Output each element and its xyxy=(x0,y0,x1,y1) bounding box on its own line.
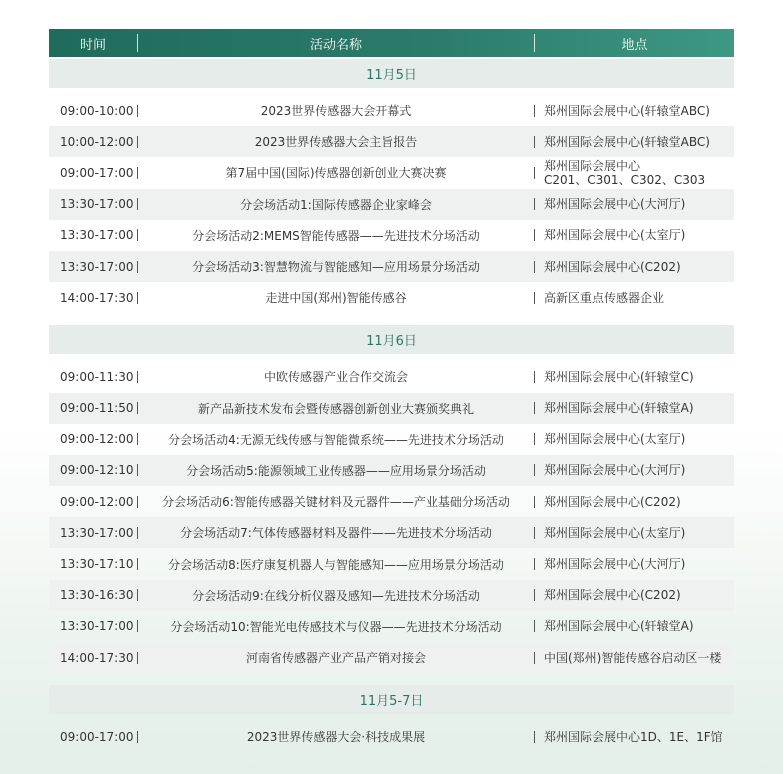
row-time: 09:00-17:00 xyxy=(60,165,134,180)
schedule-row xyxy=(49,251,734,282)
row-location xyxy=(535,197,734,211)
row-activity-name: 河南省传感器产业产品产销对接会 xyxy=(245,651,426,666)
row-activity-name: 2023世界传感器大会主旨报告 xyxy=(254,135,418,150)
row-activity-name: 中欧传感器产业合作交流会 xyxy=(263,370,408,385)
schedule-row xyxy=(49,486,734,517)
header-location: 地点 xyxy=(621,37,648,53)
row-location xyxy=(535,526,734,540)
row-location-line: 郑州国际会展中心(大河厅) xyxy=(544,463,686,478)
row-location xyxy=(535,228,734,242)
row-time: 14:00-17:30 xyxy=(60,290,134,305)
row-location xyxy=(535,495,734,509)
row-time: 13:30-16:30 xyxy=(60,588,134,603)
row-time: 13:30-17:00 xyxy=(60,197,134,212)
row-time: 09:00-10:00 xyxy=(60,103,134,118)
row-location-line: 郑州国际会展中心(太室厅) xyxy=(544,432,686,447)
header-time: 时间 xyxy=(79,37,106,53)
row-location-line: 郑州国际会展中心(大河厅) xyxy=(544,197,686,212)
row-location-line: 郑州国际会展中心(轩辕堂ABC) xyxy=(544,103,710,118)
row-activity-name: 分会场活动9:在线分析仪器及感知—先进技术分场活动 xyxy=(192,588,480,603)
row-location xyxy=(535,619,734,633)
row-time: 09:00-11:30 xyxy=(60,369,134,384)
row-location-line: 郑州国际会展中心(C202) xyxy=(544,494,681,509)
row-activity-name: 分会场活动4:无源无线传感与智能微系统——先进技术分场活动 xyxy=(168,432,504,447)
row-location xyxy=(535,730,734,744)
schedule-row xyxy=(49,611,734,642)
row-time: 09:00-12:00 xyxy=(60,494,134,509)
row-time: 09:00-11:50 xyxy=(60,401,134,416)
row-time: 09:00-12:00 xyxy=(60,432,134,447)
row-activity-name: 2023世界传感器大会开幕式 xyxy=(260,104,412,119)
schedule-row xyxy=(49,721,734,752)
row-time: 10:00-12:00 xyxy=(60,134,134,149)
row-location-line: 郑州国际会展中心(太室厅) xyxy=(544,228,686,243)
row-location xyxy=(535,588,734,602)
row-time: 13:30-17:00 xyxy=(60,228,134,243)
header-activity-name: 活动名称 xyxy=(309,37,362,53)
row-location xyxy=(535,159,734,187)
row-activity-name: 分会场活动5:能源领域工业传感器——应用场景分场活动 xyxy=(186,463,486,478)
schedule-row xyxy=(49,455,734,486)
schedule-row xyxy=(49,282,734,313)
row-activity-name: 第7届中国(国际)传感器创新创业大赛决赛 xyxy=(225,166,447,181)
date-band: 11月6日 xyxy=(49,325,734,354)
schedule-row xyxy=(49,157,734,188)
row-activity-name: 分会场活动1:国际传感器企业家峰会 xyxy=(240,197,432,212)
row-time: 09:00-17:00 xyxy=(60,729,134,744)
row-time: 09:00-12:10 xyxy=(60,463,134,478)
row-activity-name: 分会场活动6:智能传感器关键材料及元器件——产业基础分场活动 xyxy=(162,495,510,510)
schedule-row xyxy=(49,548,734,579)
row-time: 14:00-17:30 xyxy=(60,650,134,665)
row-location-line: 郑州国际会展中心(C202) xyxy=(544,259,681,274)
date-band: 11月5日 xyxy=(49,59,734,88)
row-activity-name: 走进中国(郑州)智能传感谷 xyxy=(265,291,407,306)
row-activity-name: 分会场活动8:医疗康复机器人与智能感知——应用场景分场活动 xyxy=(168,557,504,572)
row-location xyxy=(535,557,734,571)
row-location xyxy=(535,370,734,384)
row-location-line: 郑州国际会展中心(轩辕堂ABC) xyxy=(544,134,710,149)
row-time: 13:30-17:00 xyxy=(60,619,134,634)
row-location-line: 郑州国际会展中心(轩辕堂A) xyxy=(544,401,694,416)
row-activity-name: 2023世界传感器大会·科技成果展 xyxy=(246,730,426,745)
row-time: 13:30-17:10 xyxy=(60,557,134,572)
schedule-table xyxy=(49,29,734,752)
row-location-line: 郑州国际会展中心1D、1E、1F馆 xyxy=(544,729,723,744)
row-activity-name: 新产品新技术发布会暨传感器创新创业大赛颁奖典礼 xyxy=(197,401,474,416)
schedule-row xyxy=(49,220,734,251)
row-location xyxy=(535,651,734,665)
row-location-line: 高新区重点传感器企业 xyxy=(544,290,665,305)
row-activity-name: 分会场活动2:MEMS智能传感器——先进技术分场活动 xyxy=(192,228,480,243)
row-activity-name: 分会场活动3:智慧物流与智能感知—应用场景分场活动 xyxy=(192,260,480,275)
schedule-row xyxy=(49,361,734,392)
schedule-row xyxy=(49,424,734,455)
row-location-line: 中国(郑州)智能传感谷启动区一楼 xyxy=(544,650,722,665)
row-location-line-2: C201、C301、C302、C303 xyxy=(544,172,706,187)
row-location-line: 郑州国际会展中心(轩辕堂C) xyxy=(544,369,694,384)
row-location xyxy=(535,135,734,149)
row-location xyxy=(535,104,734,118)
date-band: 11月5-7日 xyxy=(49,685,734,714)
table-body xyxy=(49,59,734,752)
schedule-row xyxy=(49,393,734,424)
row-time: 13:30-17:00 xyxy=(60,259,134,274)
row-location xyxy=(535,291,734,305)
schedule-row xyxy=(49,642,734,673)
row-location xyxy=(535,401,734,415)
row-time: 13:30-17:00 xyxy=(60,525,134,540)
schedule-row xyxy=(49,580,734,611)
schedule-row xyxy=(49,517,734,548)
row-location-line: 郑州国际会展中心 xyxy=(544,158,641,173)
row-location-line: 郑州国际会展中心(轩辕堂A) xyxy=(544,619,694,634)
row-location xyxy=(535,260,734,274)
row-location-line: 郑州国际会展中心(太室厅) xyxy=(544,525,686,540)
row-location xyxy=(535,463,734,477)
row-location-line: 郑州国际会展中心(大河厅) xyxy=(544,557,686,572)
schedule-row xyxy=(49,189,734,220)
schedule-row xyxy=(49,126,734,157)
schedule-row xyxy=(49,95,734,126)
row-activity-name: 分会场活动10:智能光电传感技术与仪器——先进技术分场活动 xyxy=(170,619,502,634)
table-header xyxy=(49,29,734,57)
row-location-line: 郑州国际会展中心(C202) xyxy=(544,588,681,603)
row-activity-name: 分会场活动7:气体传感器材料及器件——先进技术分场活动 xyxy=(180,526,492,541)
row-location xyxy=(535,432,734,446)
